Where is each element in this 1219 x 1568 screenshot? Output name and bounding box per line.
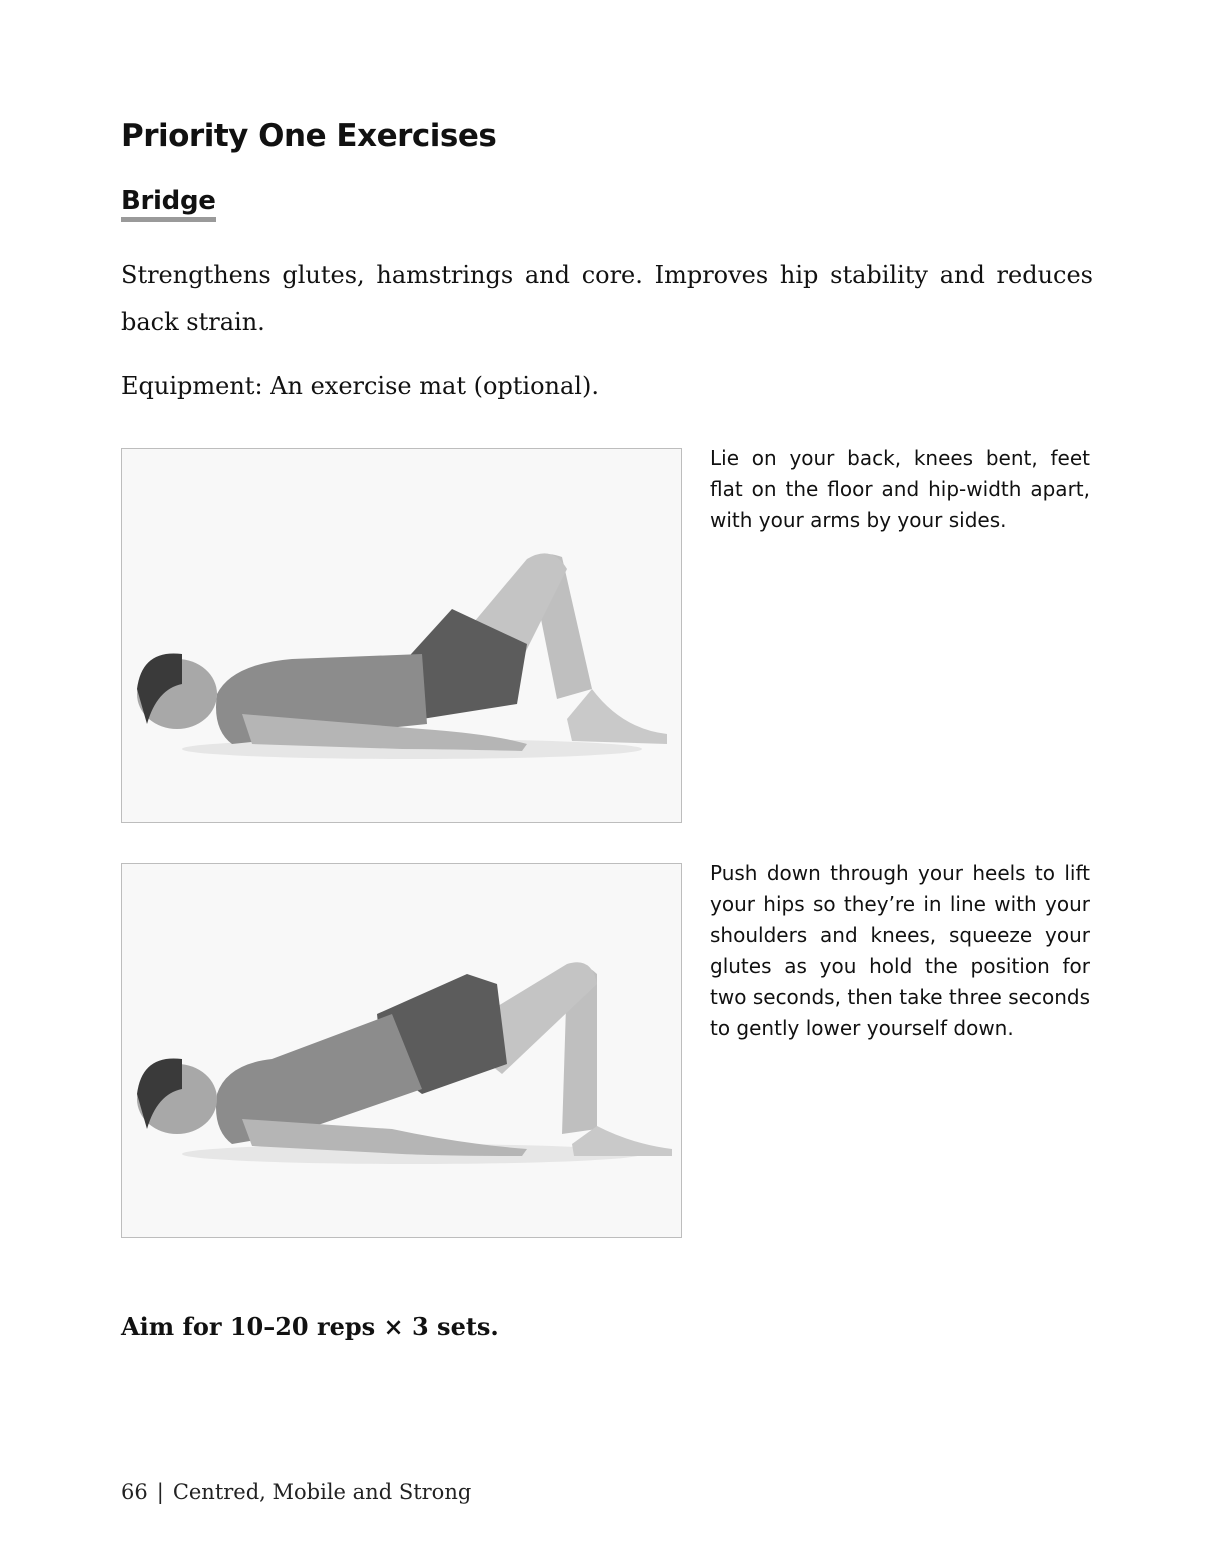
- step-2-instruction: Push down through your heels to lift your hips so they’re in line with your shoulders and knees, squeeze your glutes as you hold the position for two seconds, then take three seconds to gently lower yourself down.: [710, 861, 1090, 1040]
- reps-recommendation: Aim for 10–20 reps × 3 sets.: [121, 1312, 499, 1341]
- exercise-title: Bridge: [121, 186, 216, 222]
- book-title: Centred, Mobile and Strong: [172, 1480, 472, 1504]
- exercise-description: Strengthens glutes, hamstrings and core. Improves hip stability and reduces back strain.: [121, 261, 1093, 336]
- bridge-start-photo: [121, 448, 682, 823]
- equipment-note: Equipment: An exercise mat (optional).: [121, 372, 599, 400]
- footer-separator: |: [156, 1480, 164, 1504]
- page-footer: [121, 1477, 471, 1507]
- section-title: Priority One Exercises: [121, 118, 497, 154]
- page-number: 66: [121, 1480, 148, 1504]
- step-1-instruction: Lie on your back, knees bent, feet flat on the floor and hip-width apart, with your arms by your sides.: [710, 446, 1090, 532]
- bridge-lift-photo: [121, 863, 682, 1238]
